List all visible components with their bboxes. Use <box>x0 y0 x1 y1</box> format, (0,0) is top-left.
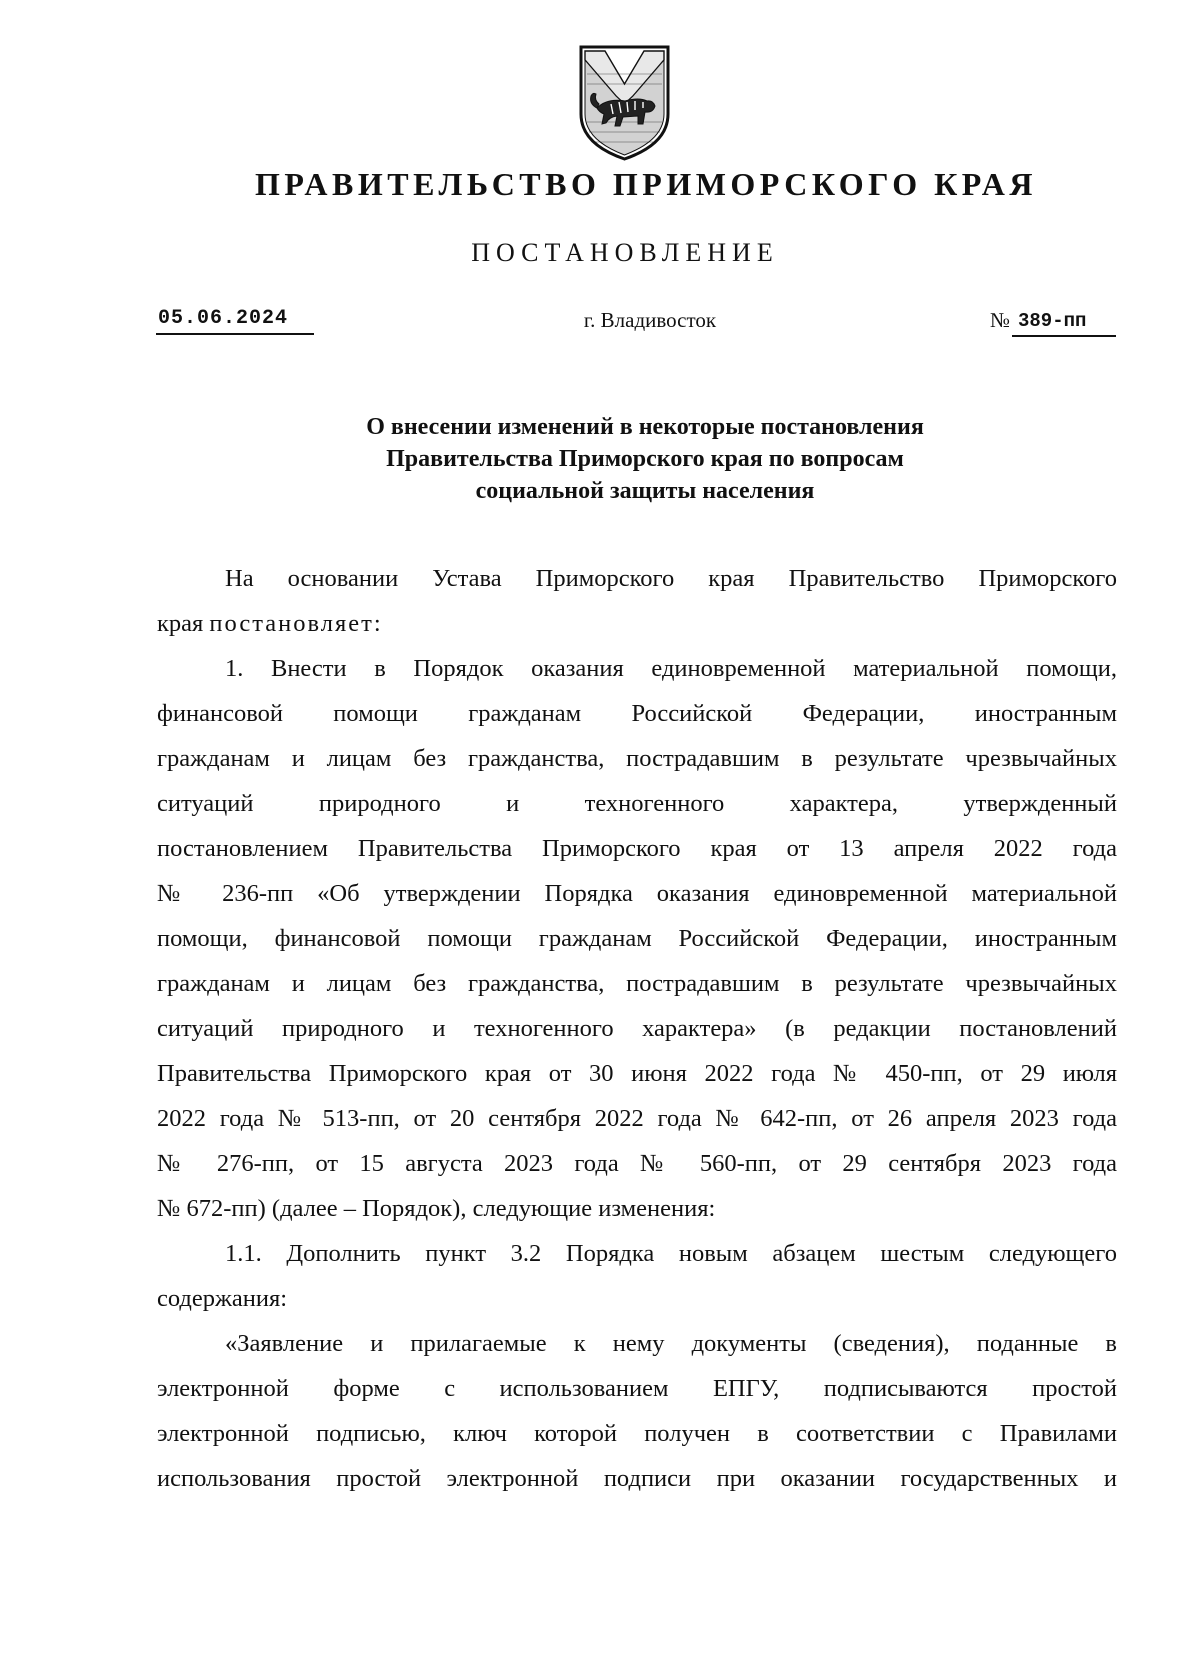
body-line: ситуаций природного и техногенного характера, утвержденный <box>157 790 1117 817</box>
body-line: № 236-пп «Об утверждении Порядка оказания единовременной материальной <box>157 880 1117 907</box>
body-line: 1.1. Дополнить пункт 3.2 Порядка новым абзацем шестым следующего <box>225 1240 1117 1267</box>
subject-line: Правительства Приморского края по вопросам <box>386 446 904 472</box>
body-line: гражданам и лицам без гражданства, пострадавшим в результате чрезвычайных <box>157 745 1117 772</box>
body-line: постановлением Правительства Приморского края от 13 апреля 2022 года <box>157 835 1117 862</box>
government-name: ПРАВИТЕЛЬСТВО ПРИМОРСКОГО КРАЯ <box>255 166 1037 202</box>
coat-of-arms-icon <box>577 44 672 162</box>
subject-line: О внесении изменений в некоторые постановления <box>366 414 924 440</box>
document-body <box>157 564 1117 1509</box>
body-line: «Заявление и прилагаемые к нему документы (сведения), поданные в <box>225 1330 1117 1357</box>
document-subject <box>0 411 1200 507</box>
body-line: № 672-пп) (далее – Порядок), следующие изменения: <box>157 1195 716 1222</box>
date-underline <box>156 333 314 335</box>
body-line <box>157 609 1117 654</box>
body-line: электронной подписью, ключ которой получен в соответствии с Правилами <box>157 1420 1117 1447</box>
document-type: ПОСТАНОВЛЕНИЕ <box>471 238 779 267</box>
subject-line: социальной защиты населения <box>475 478 815 504</box>
body-line: Правительства Приморского края от 30 июня 2022 года № 450-пп, от 29 июля <box>157 1060 1117 1087</box>
document-number: 389-пп <box>1018 310 1087 332</box>
body-line: ситуаций природного и техногенного характера» (в редакции постановлений <box>157 1015 1117 1042</box>
body-word-spaced: постановляет: <box>209 610 383 637</box>
body-line: помощи, финансовой помощи гражданам Российской Федерации, иностранным <box>157 925 1117 952</box>
body-line: гражданам и лицам без гражданства, пострадавшим в результате чрезвычайных <box>157 970 1117 997</box>
number-underline <box>1012 335 1116 337</box>
document-date: 05.06.2024 <box>158 307 289 330</box>
number-label: № <box>990 308 1011 332</box>
document-city: г. Владивосток <box>583 308 717 332</box>
body-word: края <box>157 610 204 637</box>
body-line: На основании Устава Приморского края Правительство Приморского <box>225 565 1117 592</box>
body-line: № 276-пп, от 15 августа 2023 года № 560-пп, от 29 сентября 2023 года <box>157 1150 1117 1177</box>
body-line: финансовой помощи гражданам Российской Федерации, иностранным <box>157 700 1117 727</box>
body-line: использования простой электронной подписи при оказании государственных и <box>157 1465 1117 1492</box>
body-line: 2022 года № 513-пп, от 20 сентября 2022 года № 642-пп, от 26 апреля 2023 года <box>157 1105 1117 1132</box>
body-line: содержания: <box>157 1285 288 1312</box>
body-line: 1. Внести в Порядок оказания единовременной материальной помощи, <box>225 655 1117 682</box>
body-line: электронной форме с использованием ЕПГУ, подписываются простой <box>157 1375 1117 1402</box>
